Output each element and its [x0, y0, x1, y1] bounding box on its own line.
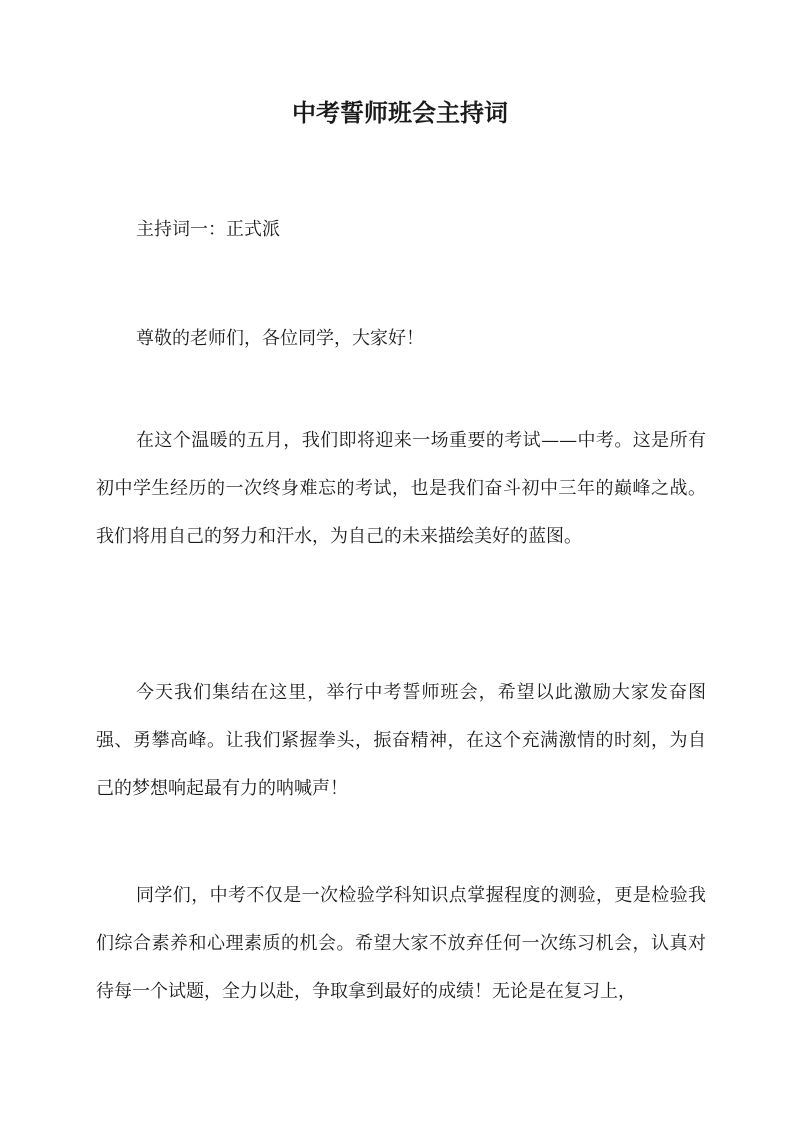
paragraph-greeting: 尊敬的老师们，各位同学，大家好！ — [136, 328, 424, 349]
paragraph-encouragement: 同学们，中考不仅是一次检验学科知识点掌握程度的测验，更是检验我们综合素养和心理素质的机会。希望大家不放弃任何一次练习机会，认真对待每一个试题，全力以赴，争取拿到最好的成绩！无论是在复习上， — [96, 885, 706, 1002]
section-heading: 主持词一：正式派 — [136, 219, 280, 240]
document-title: 中考誓师班会主持词 — [292, 98, 508, 127]
paragraph-intro: 在这个温暖的五月，我们即将迎来一场重要的考试——中考。这是所有初中学生经历的一次终身难忘的考试，也是我们奋斗初中三年的巅峰之战。我们将用自己的努力和汗水，为自己的未来描绘美好的蓝图。 — [96, 430, 706, 547]
paragraph-purpose: 今天我们集结在这里，举行中考誓师班会，希望以此激励大家发奋图强、勇攀高峰。让我们紧握拳头，振奋精神，在这个充满激情的时刻，为自己的梦想响起最有力的呐喊声！ — [96, 682, 706, 799]
